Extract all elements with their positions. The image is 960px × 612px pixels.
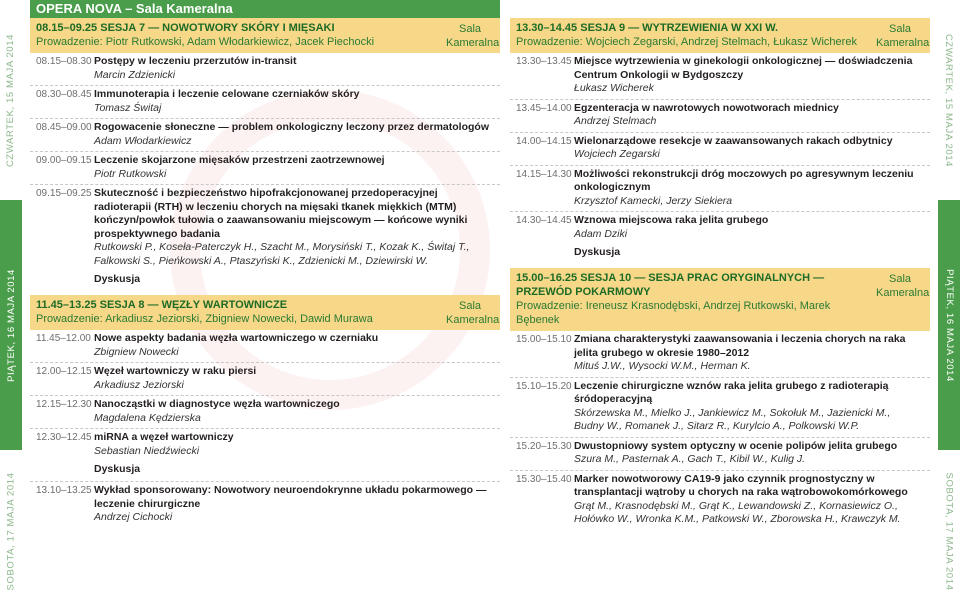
talk-item[interactable]: [510, 53, 930, 100]
talk-time: 08.45–09.00: [36, 122, 92, 133]
talk-title: Immunoterapia i leczenie celowane czerniaków skóry: [94, 88, 360, 100]
day-tab-friday[interactable]: [0, 200, 22, 450]
talk-speaker: Łukasz Wicherek: [574, 82, 654, 94]
discussion-label: Dyskusja: [574, 246, 621, 258]
day-label: PIĄTEK, 16 MAJA 2014: [5, 268, 17, 382]
talk-title: Wznowa miejscowa raka jelita grubego: [574, 214, 769, 226]
talk-item[interactable]: [510, 212, 930, 264]
talk-title: miRNA a węzeł wartowniczy: [94, 431, 234, 443]
talk-time: 09.15–09.25: [36, 188, 92, 199]
talk-time: 13.45–14.00: [516, 102, 572, 114]
talk-item[interactable]: [510, 166, 930, 213]
session-10-header[interactable]: [510, 268, 930, 331]
sponsored-talk[interactable]: [30, 481, 500, 528]
talk-time: 09.00–09.15: [36, 155, 92, 166]
talk-title: Postępy w leczeniu przerzutów in-transit: [94, 55, 297, 67]
talk-item[interactable]: [30, 119, 500, 152]
discussion-label: Dyskusja: [94, 273, 141, 285]
talk-speaker: Marcin Zdzienicki: [94, 68, 176, 81]
talk-time: 12.00–12.15: [36, 366, 92, 377]
talk-title: Nanocząstki w diagnostyce węzła wartowniczego: [94, 398, 340, 410]
session-chairs: Prowadzenie: Piotr Rutkowski, Adam Włodarkiewicz, Jacek Piechocki: [36, 36, 375, 48]
talk-time: 12.30–12.45: [36, 432, 92, 443]
day-label: CZWARTEK, 15 MAJA 2014: [5, 33, 17, 167]
session-room: Sala Kameralna: [876, 23, 930, 49]
talk-speaker: Szura M., Pasternak A., Gach T., Kibil W., Kulig J.: [574, 453, 806, 465]
talk-title: Zmiana charakterystyki zaawansowania i leczenia chorych na raka jelita grubego w okresie 1980–2012: [574, 333, 906, 359]
talk-title: Rogowacenie słoneczne — problem onkologiczny leczony przez dermatologów: [94, 121, 489, 133]
session-7-header[interactable]: [30, 18, 500, 53]
venue-title: OPERA NOVA – Sala Kameralna: [36, 1, 233, 16]
talk-item[interactable]: [510, 100, 930, 133]
day-label: PIĄTEK, 16 MAJA 2014: [943, 268, 955, 382]
talk-item[interactable]: [510, 471, 930, 530]
talk-time: 11.45–12.00: [36, 333, 91, 344]
talk-speaker: Magdalena Kędzierska: [94, 411, 201, 424]
talk-title: Egzenteracja w nawrotowych nowotworach miednicy: [574, 101, 839, 114]
session-title: 11.45–13.25 SESJA 8 — WĘZŁY WARTOWNICZE: [36, 299, 288, 311]
talk-time: 15.00–15.10: [516, 334, 572, 345]
session-room: Sala Kameralna: [446, 300, 500, 326]
talk-speaker: Adam Dziki: [574, 227, 628, 240]
talk-time: 13.10–13.25: [36, 485, 92, 496]
talk-title: Marker nowotworowy CA19-9 jako czynnik prognostyczny w transplantacji wątroby u chorych na raka wątrobowokomórkowego: [574, 472, 908, 498]
session-8-talks: [30, 330, 500, 528]
talk-speaker: Piotr Rutkowski: [94, 167, 167, 180]
talk-speaker: Adam Włodarkiewicz: [94, 134, 192, 147]
talk-item[interactable]: [510, 331, 930, 378]
talk-title: Możliwości rekonstrukcji dróg moczowych po agresywnym leczeniu onkologicznym: [574, 167, 914, 193]
talk-item[interactable]: [30, 363, 500, 396]
session-8-header[interactable]: [30, 295, 500, 330]
discussion-label: Dyskusja: [94, 463, 141, 475]
session-chairs: Prowadzenie: Ireneusz Krasnodębski, Andrzej Rutkowski, Marek Bębenek: [516, 300, 831, 326]
talk-speaker: Krzysztof Kamecki, Jerzy Siekiera: [574, 194, 733, 207]
right-column: [510, 18, 930, 530]
talk-title: Leczenie skojarzone mięsaków przestrzeni zaotrzewnowej: [94, 154, 385, 166]
session-9-header[interactable]: [510, 18, 930, 53]
session-room: Sala Kameralna: [876, 273, 930, 299]
day-tab-thursday[interactable]: [0, 0, 22, 200]
talk-time: 14.00–14.15: [516, 135, 572, 147]
talk-speaker: Skórzewska M., Mielko J., Jankiewicz M., Sokołuk M., Jazienicki M., Budny W., Romanek J., Sitarz R., Kurylcio A., Polkowski W.P.: [574, 406, 891, 432]
talk-speaker: Grąt M., Krasnodębski M., Grąt K., Lewandowski Z., Kornasiewicz O., Hołówko W., Wronka K.M., Patkowski W., Zborowska H., Krawczyk M.: [574, 499, 901, 525]
talk-item[interactable]: [30, 185, 500, 291]
right-day-sidebar: [938, 0, 960, 612]
session-chairs: Prowadzenie: Arkadiusz Jeziorski, Zbigniew Nowecki, Dawid Murawa: [36, 313, 373, 325]
day-label: SOBOTA, 17 MAJA 2014: [5, 472, 17, 590]
talk-time: 13.30–13.45: [516, 56, 572, 67]
talk-speaker: Mituś J.W., Wysocki W.M., Herman K.: [574, 360, 751, 372]
talk-time: 14.15–14.30: [516, 168, 572, 180]
day-tab-saturday[interactable]: [938, 450, 960, 612]
talk-title: Leczenie chirurgiczne wznów raka jelita grubego z radioterapią śródoperacyjną: [574, 379, 889, 405]
talk-time: 08.30–08.45: [36, 89, 92, 100]
talk-item[interactable]: [510, 438, 930, 471]
talk-time: 12.15–12.30: [36, 399, 92, 410]
talk-speaker: Sebastian Niedźwiecki: [94, 444, 200, 457]
talk-speaker: Arkadiusz Jeziorski: [94, 378, 184, 391]
talk-time: 15.30–15.40: [516, 473, 572, 485]
talk-item[interactable]: [30, 429, 500, 481]
session-7-talks: [30, 53, 500, 291]
day-label: CZWARTEK, 15 MAJA 2014: [943, 33, 955, 167]
talk-time: 15.20–15.30: [516, 440, 572, 452]
talk-speaker: Wojciech Zegarski: [574, 148, 660, 160]
session-title: 08.15–09.25 SESJA 7 — NOWOTWORY SKÓRY I MIĘSAKI: [36, 22, 335, 34]
talk-time: 15.10–15.20: [516, 380, 572, 392]
day-tab-saturday[interactable]: [0, 450, 22, 612]
talk-speaker: Andrzej Cichocki: [94, 511, 173, 523]
session-title: 13.30–14.45 SESJA 9 — WYTRZEWIENIA W XXI W.: [516, 22, 779, 34]
left-day-sidebar: [0, 0, 22, 612]
talk-speaker: Rutkowski P., Koseła-Paterczyk H., Szacht M., Morysiński T., Kozak K., Świtaj T., Falkowski S., Pieńkowski A., Ptaszyński K., Zdzienicki M., Dziewirski W.: [94, 241, 470, 267]
talk-title: Węzeł wartowniczy w raku piersi: [94, 365, 257, 377]
day-tab-friday[interactable]: [938, 200, 960, 450]
talk-speaker: Tomasz Świtaj: [94, 101, 162, 114]
talk-item[interactable]: [30, 53, 500, 86]
talk-item[interactable]: [30, 86, 500, 119]
talk-title: Wielonarządowe resekcje w zaawansowanych rakach odbytnicy: [574, 134, 893, 147]
talk-title: Skuteczność i bezpieczeństwo hipofrakcjonowanej przedoperacyjnej radioterapii (RTH) w leczeniu chorych na mięsaki tkanek miękkich (MTM) kończyn/powłok tułowia o zaawansowaniu miejscowym — końcowe wyniki prospektywnego badania: [94, 187, 468, 240]
talk-title: Wykład sponsorowany: Nowotwory neuroendokrynne układu pokarmowego — leczenie chirurgiczne: [94, 484, 487, 510]
session-10-talks: [510, 331, 930, 530]
talk-time: 14.30–14.45: [516, 215, 572, 226]
day-tab-thursday[interactable]: [938, 0, 960, 200]
session-chairs: Prowadzenie: Wojciech Zegarski, Andrzej Stelmach, Łukasz Wicherek: [516, 36, 857, 48]
talk-item[interactable]: [510, 133, 930, 166]
talk-speaker: Andrzej Stelmach: [574, 115, 657, 127]
talk-title: Miejsce wytrzewienia w ginekologii onkologicznej — doświadczenia Centrum Onkologii w Bydgoszczy: [574, 55, 913, 81]
left-column: [30, 18, 500, 528]
talk-title: Dwustopniowy system optyczny w ocenie polipów jelita grubego: [574, 439, 898, 452]
session-room: Sala Kameralna: [446, 23, 500, 49]
session-title: 15.00–16.25 SESJA 10 — SESJA PRAC ORYGINALNYCH — PRZEWÓD POKARMOWY: [516, 272, 825, 298]
day-label: SOBOTA, 17 MAJA 2014: [943, 472, 955, 590]
talk-item[interactable]: [510, 378, 930, 438]
talk-item[interactable]: [30, 330, 500, 363]
talk-title: Nowe aspekty badania węzła wartowniczego w czerniaku: [94, 332, 379, 344]
talk-time: 08.15–08.30: [36, 56, 92, 67]
session-9-talks: [510, 53, 930, 264]
talk-item[interactable]: [30, 396, 500, 429]
venue-header: [30, 0, 500, 18]
talk-speaker: Zbigniew Nowecki: [94, 345, 179, 358]
talk-item[interactable]: [30, 152, 500, 185]
